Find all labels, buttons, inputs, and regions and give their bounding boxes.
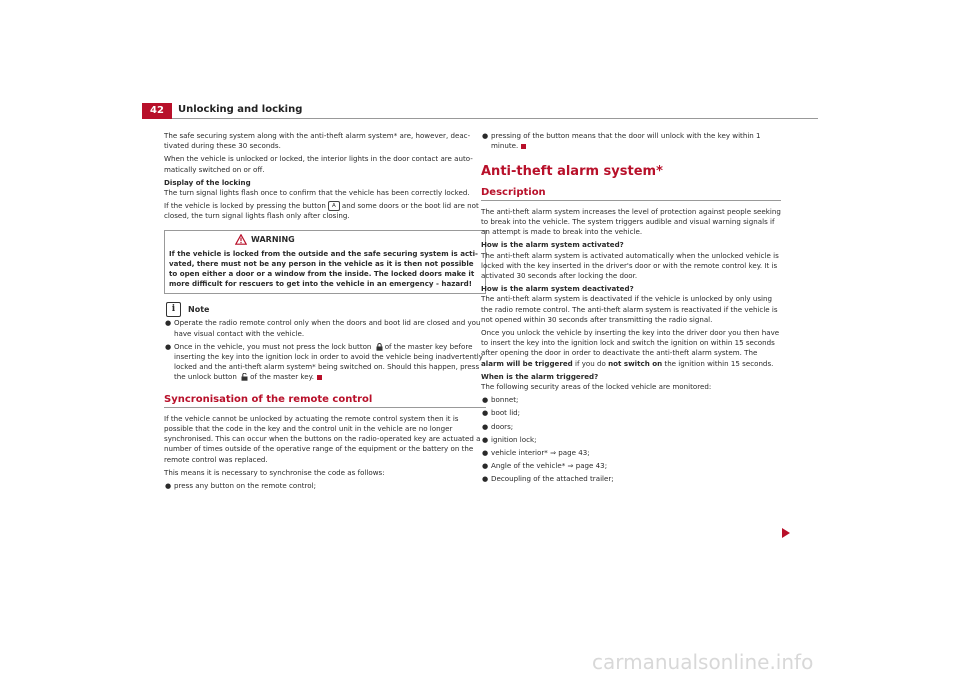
- list-item: ● Operate the radio remote control only when the doors and boot lid are closed and you have visual contact with the vehicle.: [165, 318, 481, 338]
- paragraph: The following security areas of the locked vehicle are monitored:: [481, 382, 712, 392]
- section-end-marker: [317, 375, 322, 380]
- list-item: ● Once in the vehicle, you must not press the lock button of the master key before inserting the key into the ignition lock in order to avoid the vehicle being inadvertently locked and the anti-theft alarm system* being switched on. Should this happen, press the unlock button of the master key.: [165, 341, 483, 382]
- paragraph: If the vehicle cannot be unlocked by actuating the remote control system then it is possible that the code in the key and the control unit in the vehicle are no longer synchronised. This can occur when the buttons on the radio-operated key are actuated a number of times outside of the operative range of the equipment or the battery on the remote control was replaced.: [164, 413, 481, 464]
- page-title: Unlocking and locking: [178, 104, 303, 115]
- paragraph: The anti-theft alarm system increases the level of protection against people seeking to break into the vehicle. The system triggers audible and visual warning signals if an attempt is made to break into the vehicle.: [481, 206, 781, 237]
- note-label: Note: [188, 305, 210, 315]
- list-item: ● pressing of the button means that the door will unlock with the key within 1 minute.: [482, 131, 761, 151]
- list-item: ● press any button on the remote control;: [165, 481, 316, 491]
- list-item: ● Decoupling of the attached trailer;: [482, 474, 614, 484]
- paragraph: When the vehicle is unlocked or locked, the interior lights in the door contact are auto-matically switched on or off.: [164, 154, 473, 174]
- lock-button-icon: [376, 343, 383, 351]
- list-item: ● ignition lock;: [482, 434, 537, 444]
- list-item: ● bonnet;: [482, 395, 519, 405]
- list-item[interactable]: ● Angle of the vehicle* ⇒ page 43;: [482, 461, 608, 471]
- list-item[interactable]: ● vehicle interior* ⇒ page 43;: [482, 448, 590, 458]
- paragraph: This means it is necessary to synchronise the code as follows:: [164, 467, 385, 477]
- next-page-arrow-icon[interactable]: [782, 528, 790, 538]
- list-item: ● boot lid;: [482, 408, 521, 418]
- header-divider: [172, 118, 818, 119]
- left-column: [164, 131, 486, 494]
- unlock-button-icon: [241, 373, 248, 381]
- paragraph: The anti-theft alarm system is deactivated if the vehicle is unlocked by only using the radio remote control. The anti-theft alarm system is reactivated if the vehicle is not opened within 30 seconds after transmitting the radio signal.: [481, 294, 778, 324]
- activated-heading: How is the alarm system activated?: [481, 240, 624, 250]
- section-end-marker: [521, 144, 526, 149]
- footer-watermark: carmanualsonline.info: [592, 650, 814, 674]
- warning-triangle-icon: [235, 234, 247, 245]
- paragraph: The safe securing system along with the anti-theft alarm system* are, however, deac-tivated during these 30 seconds.: [164, 131, 471, 151]
- paragraph: If the vehicle is locked by pressing the button A and some doors or the boot lid are not closed, the turn signal lights flash only after closing.: [164, 201, 479, 221]
- paragraph: The turn signal lights flash once to confirm that the vehicle has been correctly locked.: [164, 188, 470, 198]
- info-icon: i: [166, 302, 181, 317]
- paragraph: Once you unlock the vehicle by inserting the key into the driver door you then have to insert the key into the ignition lock and switch the ignition on within 15 seconds after opening the door in order to deactivate the anti-theft alarm system. The alarm will be triggered if you do not switch on the ignition within 15 seconds.: [481, 328, 780, 368]
- list-item: ● doors;: [482, 421, 514, 431]
- sync-section-title: Syncronisation of the remote control: [164, 395, 486, 408]
- page-header: [142, 103, 818, 119]
- warning-box: [164, 230, 486, 295]
- deactivated-heading: How is the alarm system deactivated?: [481, 284, 634, 294]
- warning-text: If the vehicle is locked from the outside and the safe securing system is acti-vated, there must not be any person in the vehicle as it is then not possible to open either a door or a window from the inside. The locked doors make it more difficult for rescuers to get into the vehicle in an emergency - hazard!: [169, 248, 478, 289]
- paragraph: The anti-theft alarm system is activated automatically when the unlocked vehicle is locked with the key inserted in the driver's door or with the remote control key. It is activated 30 seconds after locking the door.: [481, 250, 779, 281]
- page-number: 42: [142, 103, 172, 119]
- triggered-heading: When is the alarm triggered?: [481, 371, 599, 381]
- right-column: [481, 131, 781, 488]
- description-title: Description: [481, 188, 781, 201]
- warning-label: WARNING: [251, 234, 295, 244]
- lock-key-icon: A: [328, 201, 340, 211]
- display-heading: Display of the locking: [164, 177, 251, 187]
- note-header: [164, 302, 486, 318]
- warning-header: [165, 231, 485, 249]
- alarm-system-title: Anti-theft alarm system*: [481, 164, 663, 180]
